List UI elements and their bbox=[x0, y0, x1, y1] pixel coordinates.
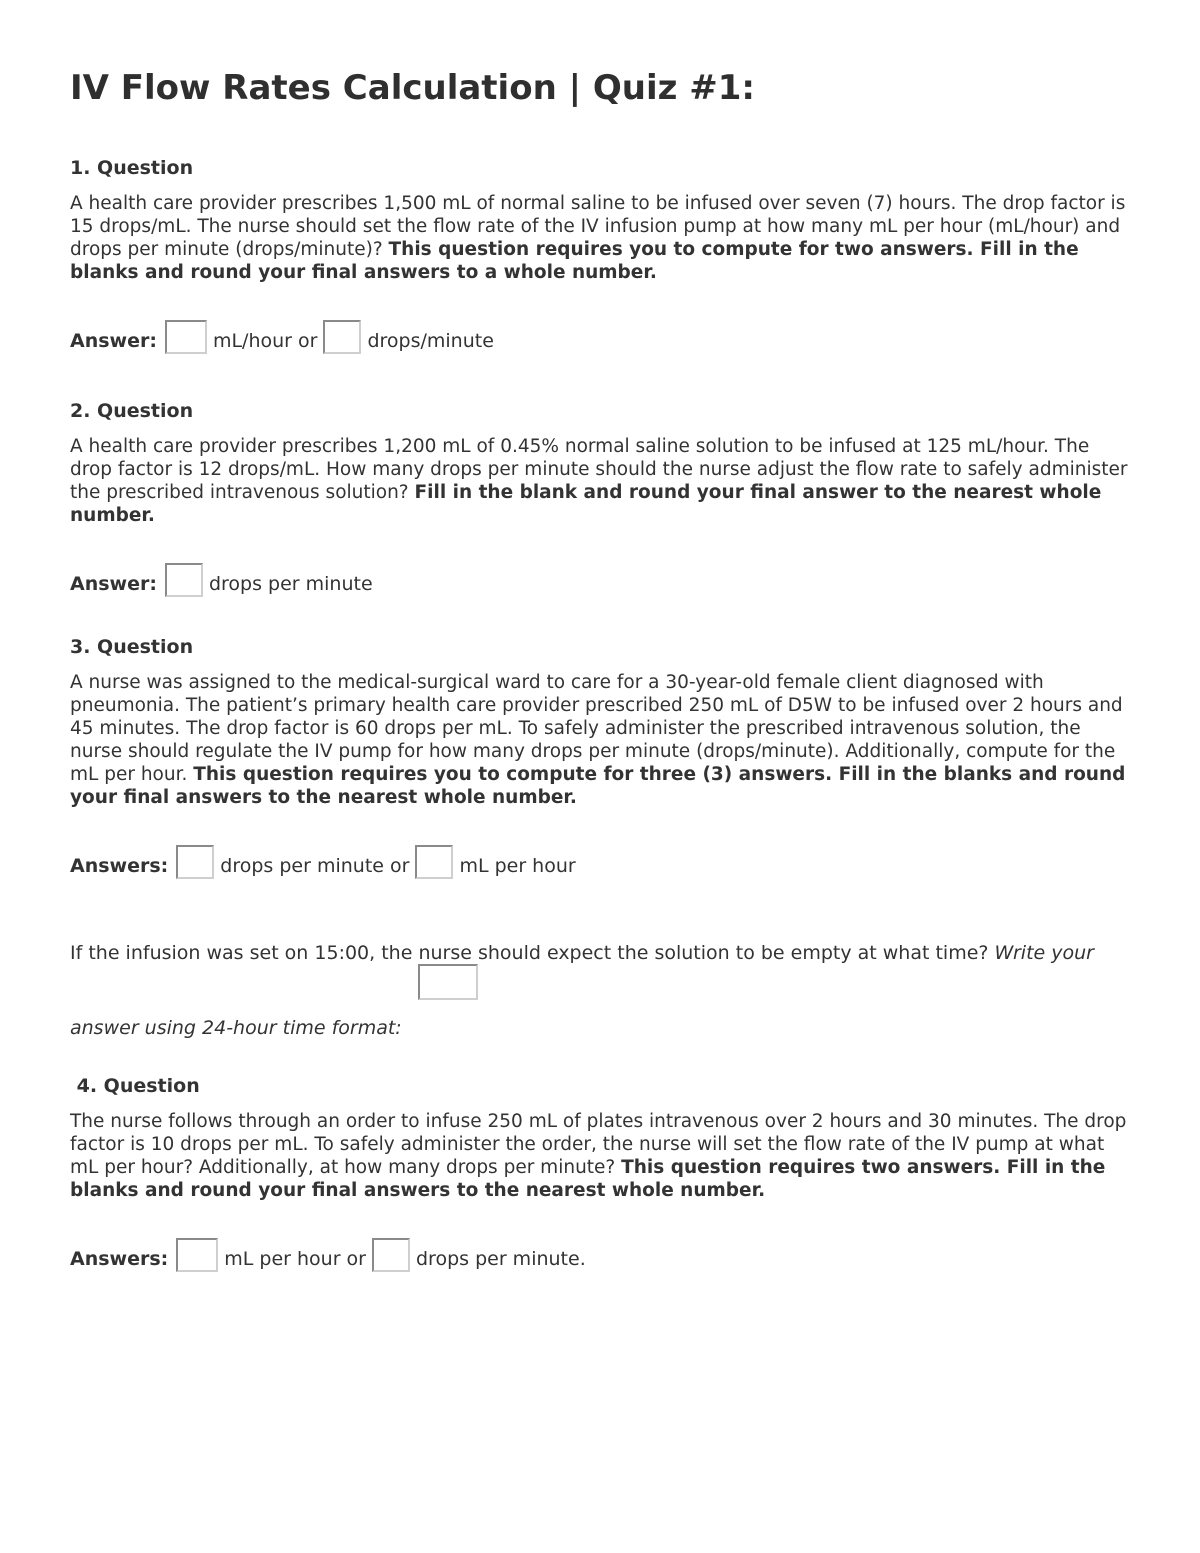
question-2-instruction: Fill in the blank and round your final answer to the nearest whole number. bbox=[70, 482, 1102, 526]
unit-label: mL per hour or bbox=[224, 1248, 366, 1270]
question-1-heading: 1. Question bbox=[70, 157, 194, 179]
unit-label: drops/minute bbox=[367, 330, 494, 352]
answer-label: Answer: bbox=[70, 330, 157, 352]
question-2-answer-row bbox=[70, 561, 377, 595]
unit-label: drops per minute or bbox=[220, 855, 410, 877]
question-3-text bbox=[70, 671, 1135, 809]
q3-ml-per-hour-input[interactable] bbox=[415, 845, 453, 879]
question-3-body: A nurse was assigned to the medical-surgical ward to care for a 30-year-old female client diagnosed with pneumonia. The patient’s primary health care provider prescribed 250 mL of D5W to be infused over 2 hours and 45 minutes. The drop factor is 60 drops per mL. To safely administer the prescribed intravenous solution, the nurse should regulate the IV pump for how many drops per minute (drops/minute). Additionally, compute for the mL per hour. bbox=[70, 672, 1123, 785]
question-1-text bbox=[70, 192, 1135, 284]
question-3-answer-row bbox=[70, 843, 580, 877]
question-2-body: A health care provider prescribes 1,200 mL of 0.45% normal saline solution to be infused at 125 mL/hour. The drop factor is 12 drops/mL. How many drops per minute should the nurse adjust the flow rate to safely administer the prescribed intravenous solution? bbox=[70, 436, 1128, 503]
question-4-text bbox=[70, 1110, 1135, 1202]
question-4-body: The nurse follows through an order to infuse 250 mL of plates intravenous over 2 hours and 30 minutes. The drop factor is 10 drops per mL. To safely administer the order, the nurse will set the flow rate of the IV pump at what mL per hour? Additionally, at how many drops per minute? bbox=[70, 1111, 1127, 1178]
unit-label: mL per hour bbox=[459, 855, 576, 877]
question-1-instruction: This question requires you to compute for two answers. Fill in the blanks and round your final answers to a whole number. bbox=[70, 239, 1079, 283]
question-4-instruction: This question requires two answers. Fill in the blanks and round your final answers to the nearest whole number. bbox=[70, 1157, 1106, 1201]
unit-label: drops per minute bbox=[208, 573, 373, 595]
unit-label: mL/hour or bbox=[212, 330, 318, 352]
q3-end-time-input[interactable] bbox=[418, 964, 478, 1000]
question-4-answer-row bbox=[70, 1236, 590, 1270]
answer-label: Answers: bbox=[70, 1248, 169, 1270]
question-2-heading: 2. Question bbox=[70, 400, 194, 422]
unit-label: drops per minute. bbox=[416, 1248, 586, 1270]
answer-label: Answer: bbox=[70, 573, 157, 595]
question-1-answer-row bbox=[70, 318, 498, 352]
q4-drops-per-minute-input[interactable] bbox=[372, 1238, 410, 1272]
q4-ml-per-hour-input[interactable] bbox=[176, 1238, 218, 1272]
question-3-followup bbox=[70, 942, 1135, 965]
q2-drops-per-minute-input[interactable] bbox=[165, 563, 203, 597]
followup-instruction: Write your bbox=[994, 942, 1094, 964]
question-3-followup-instruction: answer using 24-hour time format: bbox=[70, 1017, 402, 1039]
q3-drops-per-minute-input[interactable] bbox=[176, 845, 214, 879]
q1-drops-per-minute-input[interactable] bbox=[323, 320, 361, 354]
question-3-instruction: This question requires you to compute for three (3) answers. Fill in the blanks and round your final answers to the nearest whole number. bbox=[70, 764, 1126, 808]
question-1-body: A health care provider prescribes 1,500 mL of normal saline to be infused over seven (7) hours. The drop factor is 15 drops/mL. The nurse should set the flow rate of the IV infusion pump at how many mL per hour (mL/hour) and drops per minute (drops/minute)? bbox=[70, 193, 1126, 260]
question-2-text bbox=[70, 435, 1135, 527]
question-3-heading: 3. Question bbox=[70, 636, 194, 658]
question-4-heading: 4. Question bbox=[70, 1075, 200, 1097]
page-title: IV Flow Rates Calculation | Quiz #1: bbox=[70, 68, 755, 108]
answer-label: Answers: bbox=[70, 855, 169, 877]
q1-ml-per-hour-input[interactable] bbox=[165, 320, 207, 354]
followup-text: If the infusion was set on 15:00, the nurse should expect the solution to be empty at what time? bbox=[70, 942, 995, 964]
